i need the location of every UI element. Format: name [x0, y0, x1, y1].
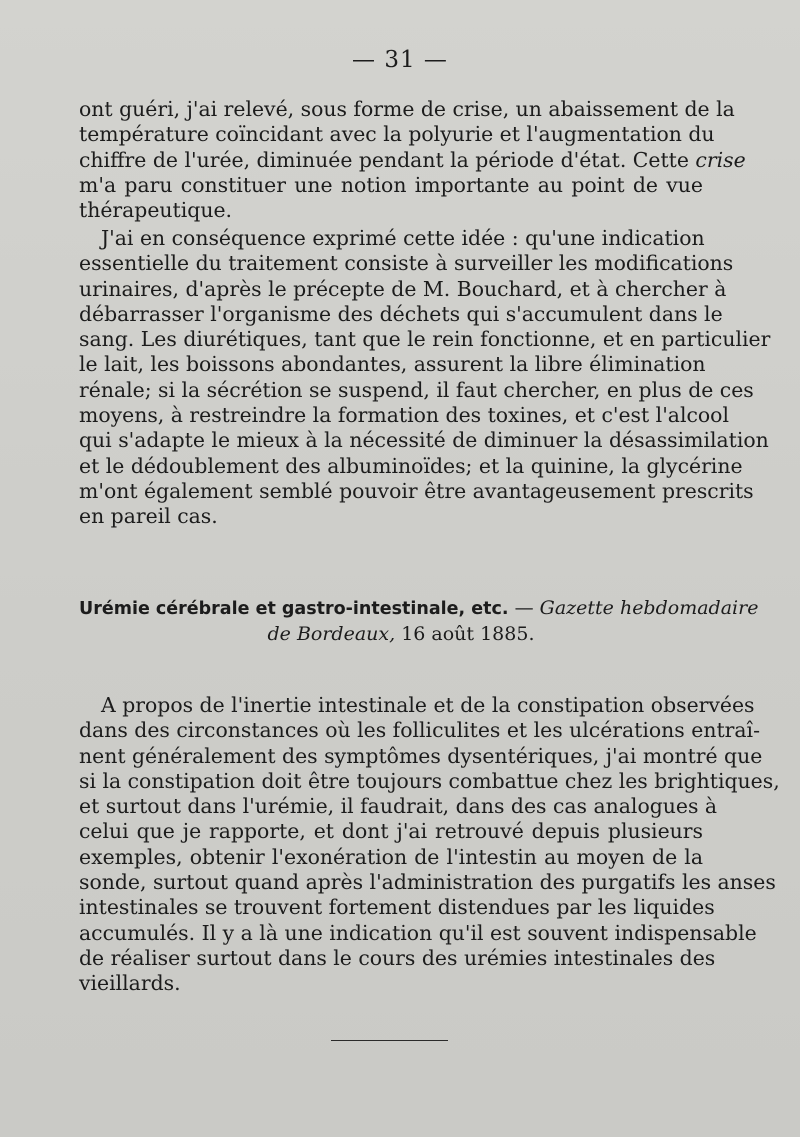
text-line: et surtout dans l'urémie, il faudrait, dans des cas analogues à — [79, 794, 718, 819]
heading-date: 16 août 1885. — [395, 623, 535, 645]
text-line: accumulés. Il y a là une indication qu'il est souvent indispensable — [79, 920, 757, 945]
italic-word: crise — [695, 147, 746, 172]
text-line: m'a paru constituer une notion importante au point de vue — [79, 172, 703, 197]
text-line: moyens, à restreindre la formation des toxines, et c'est l'alcool — [79, 403, 729, 428]
text-line — [79, 147, 746, 173]
closing-rule — [331, 1040, 448, 1041]
text-line: dans des circonstances où les folliculites et les ulcérations entraî- — [79, 718, 760, 743]
text-line: vieillards. — [79, 971, 181, 996]
text-line: sang. Les diurétiques, tant que le rein fonctionne, et en particulier — [79, 327, 771, 352]
text-line: J'ai en conséquence exprimé cette idée : qu'une indication — [101, 226, 705, 250]
text-line: rénale; si la sécrétion se suspend, il faut chercher, en plus de ces — [79, 377, 754, 402]
text-line: température coïncidant avec la polyurie et l'augmentation du — [79, 122, 715, 147]
text-line: essentielle du traitement consiste à surveiller les modifications — [79, 251, 734, 276]
text-line: débarrasser l'organisme des déchets qui s'accumulent dans le — [79, 301, 723, 326]
text-line: de réaliser surtout dans le cours des urémies intestinales des — [79, 945, 716, 970]
journal-name-part-1: Gazette hebdomadaire — [539, 597, 759, 619]
text-fragment: chiffre de l'urée, diminuée pendant la période d'état. Cette — [79, 147, 696, 172]
text-line: qui s'adapte le mieux à la nécessité de diminuer la désassimilation — [79, 428, 769, 453]
text-line: urinaires, d'après le précepte de M. Bouchard, et à chercher à — [79, 276, 727, 301]
paragraph-1 — [79, 97, 746, 223]
text-line: et le dédoublement des albuminoïdes; et la quinine, la glycérine — [79, 453, 743, 478]
heading-title: Urémie cérébrale et gastro-intestinale, etc. — [79, 599, 509, 619]
paragraph-3 — [79, 693, 780, 997]
text-line: exemples, obtenir l'exonération de l'intestin au moyen de la — [79, 844, 703, 869]
section-heading — [79, 596, 759, 647]
heading-dash: — — [508, 597, 540, 619]
text-line: si la constipation doit être toujours combattue chez les brightiques, — [79, 768, 780, 793]
text-line: m'ont également semblé pouvoir être avantageusement prescrits — [79, 478, 754, 503]
page-number: — 31 — — [352, 47, 448, 73]
journal-name-part-2: de Bordeaux, — [267, 623, 396, 645]
text-line: A propos de l'inertie intestinale et de la constipation observées — [101, 693, 755, 717]
text-line: sonde, surtout quand après l'administration des purgatifs les anses — [79, 870, 776, 895]
heading-line-2 — [79, 622, 703, 647]
text-line: intestinales se trouvent fortement distendues par les liquides — [79, 895, 715, 920]
text-line: le lait, les boissons abondantes, assurent la libre élimination — [79, 352, 706, 377]
text-line: en pareil cas. — [79, 504, 218, 529]
text-line: nent généralement des symptômes dysentériques, j'ai montré que — [79, 743, 763, 768]
text-line: ont guéri, j'ai relevé, sous forme de crise, un abaissement de la — [79, 97, 735, 121]
text-line: celui que je rapporte, et dont j'ai retrouvé depuis plusieurs — [79, 819, 703, 844]
paragraph-2 — [79, 226, 771, 530]
text-line: thérapeutique. — [79, 198, 232, 223]
heading-line-1 — [79, 596, 759, 622]
